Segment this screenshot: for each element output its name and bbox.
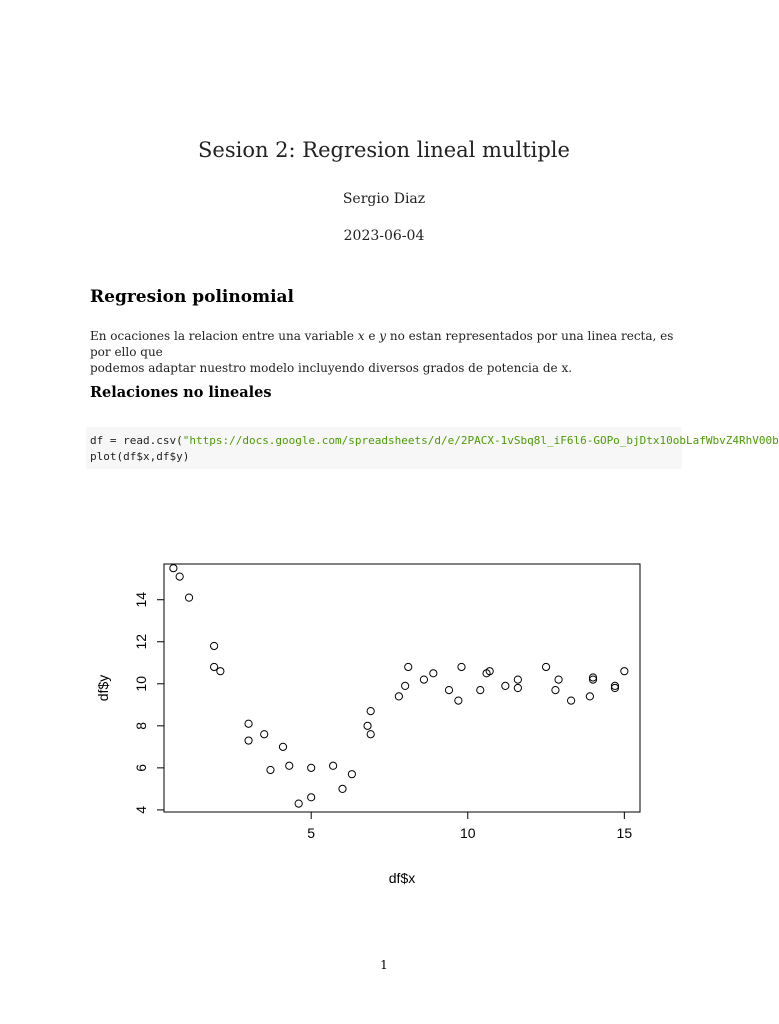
data-point-8 bbox=[261, 731, 268, 738]
data-point-1 bbox=[176, 573, 183, 580]
data-point-21 bbox=[395, 693, 402, 700]
data-point-44 bbox=[621, 668, 628, 675]
code-line2: plot(df$x,df$y) bbox=[90, 450, 190, 463]
scatter-plot-svg bbox=[80, 540, 660, 900]
data-point-38 bbox=[568, 697, 575, 704]
variable-y: y bbox=[379, 329, 387, 343]
scatter-plot bbox=[80, 540, 660, 904]
y-tick-label-2: 8 bbox=[133, 721, 149, 730]
data-point-28 bbox=[458, 663, 465, 670]
data-point-4 bbox=[211, 663, 218, 670]
y-tick-label-3: 10 bbox=[133, 676, 149, 692]
data-point-7 bbox=[245, 737, 252, 744]
paragraph-text-2: e bbox=[364, 329, 380, 343]
data-point-35 bbox=[542, 663, 549, 670]
data-point-22 bbox=[402, 682, 409, 689]
code-block bbox=[86, 427, 779, 469]
section-heading: Regresion polinomial bbox=[90, 287, 295, 307]
data-point-15 bbox=[330, 762, 337, 769]
data-point-6 bbox=[245, 720, 252, 727]
data-point-24 bbox=[420, 676, 427, 683]
data-point-37 bbox=[555, 676, 562, 683]
document-title: Sesion 2: Regresion lineal multiple bbox=[198, 138, 570, 162]
data-point-18 bbox=[364, 722, 371, 729]
data-point-20 bbox=[367, 731, 374, 738]
variable-x: x bbox=[357, 329, 365, 343]
data-point-23 bbox=[405, 663, 412, 670]
x-axis bbox=[307, 812, 632, 841]
data-point-11 bbox=[286, 762, 293, 769]
y-tick-label-0: 4 bbox=[133, 805, 149, 814]
paragraph-text-1: En ocaciones la relacion entre una variable bbox=[90, 329, 358, 343]
y-tick-label-4: 12 bbox=[133, 633, 149, 650]
x-tick-label-1: 10 bbox=[459, 825, 476, 841]
data-point-26 bbox=[445, 687, 452, 694]
x-axis-label: df$x bbox=[388, 870, 416, 886]
x-tick-label-0: 5 bbox=[307, 825, 316, 841]
data-point-39 bbox=[586, 693, 593, 700]
data-point-17 bbox=[348, 771, 355, 778]
data-point-32 bbox=[502, 682, 509, 689]
code-line1-url-string: "https://docs.google.com/spreadsheets/d/e/2PACX-1vSbq8l_iF6l6-GOPo_bjDtx10obLafWbvZ4RhV00b bbox=[182, 434, 779, 447]
data-point-0 bbox=[170, 565, 177, 572]
page-number: 1 bbox=[380, 958, 388, 972]
data-point-5 bbox=[217, 668, 224, 675]
data-point-14 bbox=[308, 764, 315, 771]
data-point-34 bbox=[514, 684, 521, 691]
data-point-36 bbox=[552, 687, 559, 694]
data-point-3 bbox=[211, 642, 218, 649]
y-axis-label: df$y bbox=[95, 674, 111, 702]
intro-paragraph bbox=[90, 328, 690, 376]
data-point-9 bbox=[267, 766, 274, 773]
data-point-2 bbox=[185, 594, 192, 601]
x-tick-label-2: 15 bbox=[616, 825, 633, 841]
document-author: Sergio Diaz bbox=[342, 191, 426, 207]
data-point-29 bbox=[477, 687, 484, 694]
data-point-27 bbox=[455, 697, 462, 704]
data-point-25 bbox=[430, 670, 437, 677]
y-axis bbox=[133, 592, 164, 814]
data-point-13 bbox=[308, 794, 315, 801]
data-point-10 bbox=[279, 743, 286, 750]
paragraph-text-3: no estan representados por una linea recta, es por ello que bbox=[90, 329, 674, 359]
data-points bbox=[170, 565, 628, 808]
paragraph-text-line2: podemos adaptar nuestro modelo incluyendo diversos grados de potencia de x. bbox=[90, 361, 573, 375]
y-tick-label-1: 6 bbox=[133, 763, 149, 772]
y-tick-label-5: 14 bbox=[133, 591, 149, 608]
code-line1-prefix: df = read.csv( bbox=[90, 434, 183, 447]
data-point-16 bbox=[339, 785, 346, 792]
data-point-19 bbox=[367, 708, 374, 715]
data-point-12 bbox=[295, 800, 302, 807]
document-date: 2023-06-04 bbox=[343, 228, 425, 244]
subsection-heading: Relaciones no lineales bbox=[90, 384, 272, 401]
data-point-33 bbox=[514, 676, 521, 683]
